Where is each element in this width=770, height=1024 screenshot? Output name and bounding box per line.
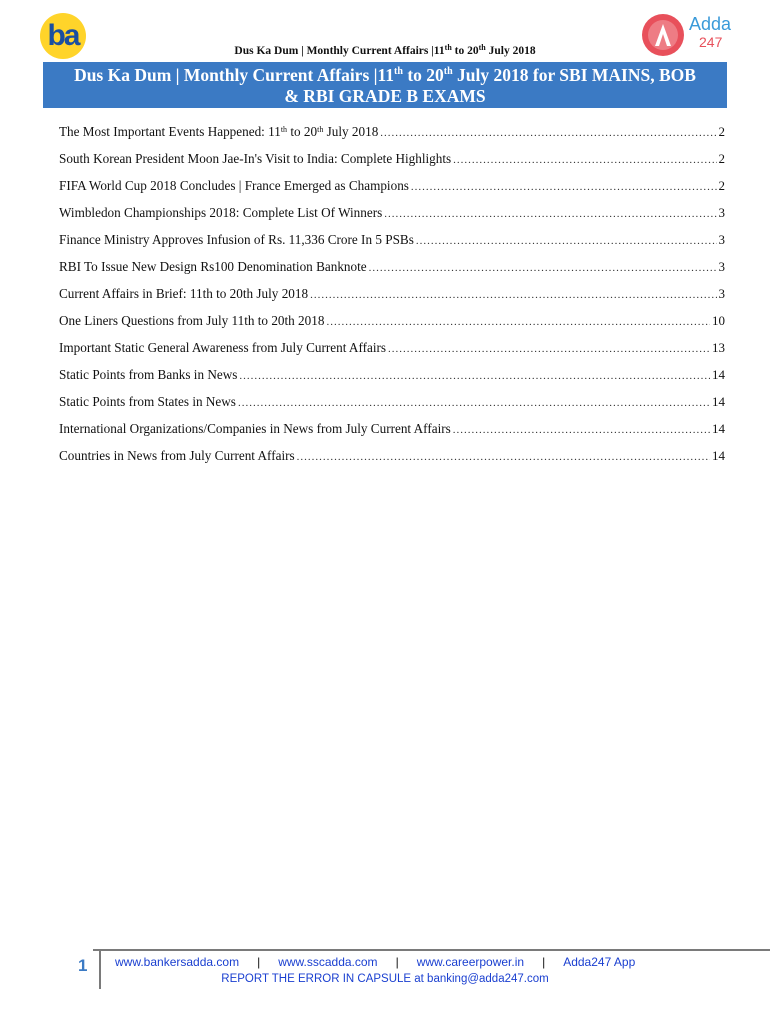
dot-leader — [297, 451, 710, 463]
toc-entry-title: FIFA World Cup 2018 Concludes | France Emerged as Champions — [59, 178, 409, 193]
toc-entry-title: International Organizations/Companies in News from July Current Affairs — [59, 421, 451, 436]
dot-leader — [453, 154, 716, 166]
toc-page-number: 14 — [712, 421, 725, 436]
dot-leader — [369, 262, 717, 274]
link-bankersadda[interactable]: www.bankersadda.com — [115, 955, 240, 969]
dot-leader — [238, 397, 710, 409]
link-separator: | — [542, 955, 546, 969]
toc-page-number: 14 — [712, 448, 725, 463]
toc-page-number: 3 — [718, 259, 725, 274]
link-separator: | — [395, 955, 399, 969]
toc-page-number: 14 — [712, 367, 725, 382]
toc-entry[interactable] — [59, 124, 725, 151]
report-error-notice[interactable]: REPORT THE ERROR IN CAPSULE at banking@adda247.com — [221, 973, 549, 985]
toc-entry[interactable] — [59, 313, 725, 340]
toc-page-number: 2 — [718, 151, 725, 166]
dot-leader — [239, 370, 710, 382]
footer-links — [115, 955, 635, 969]
toc-entry[interactable] — [59, 340, 725, 367]
toc-entry-title: Static Points from States in News — [59, 394, 236, 409]
dot-leader — [326, 316, 710, 328]
table-of-contents — [59, 124, 725, 475]
toc-entry[interactable] — [59, 421, 725, 448]
page-number: 1 — [78, 956, 88, 975]
toc-entry-title: Finance Ministry Approves Infusion of Rs. 11,336 Crore In 5 PSBs — [59, 232, 414, 247]
toc-entry[interactable] — [59, 259, 725, 286]
toc-entry[interactable] — [59, 394, 725, 421]
adda247-logo-word: Adda — [689, 14, 732, 34]
toc-entry-title: Important Static General Awareness from July Current Affairs — [59, 340, 387, 355]
toc-page-number: 3 — [718, 205, 725, 220]
document-title — [43, 62, 727, 108]
toc-entry-title: Countries in News from July Current Affairs — [59, 448, 295, 463]
dot-leader — [416, 235, 717, 247]
footer-divider — [93, 949, 770, 951]
dot-leader — [453, 424, 710, 436]
title-line-2: & RBI GRADE B EXAMS — [284, 86, 486, 106]
running-header: Dus Ka Dum | Monthly Current Affairs |11th to 20th July 2018 — [234, 43, 536, 57]
toc-entry-title: RBI To Issue New Design Rs100 Denomination Banknote — [59, 259, 367, 274]
toc-entry-title: One Liners Questions from July 11th to 20th 2018 — [59, 313, 325, 328]
toc-entry-title: Current Affairs in Brief: 11th to 20th July 2018 — [59, 286, 309, 301]
toc-entry[interactable] — [59, 205, 725, 232]
toc-page-number: 2 — [718, 178, 725, 193]
dot-leader — [411, 181, 717, 193]
toc-page-number: 3 — [718, 286, 725, 301]
title-line-1: Dus Ka Dum | Monthly Current Affairs |11th to 20th July 2018 for SBI MAINS, BOB — [74, 65, 696, 85]
toc-page-number: 10 — [712, 313, 725, 328]
toc-entry-title: Wimbledon Championships 2018: Complete List Of Winners — [59, 205, 383, 220]
toc-entry[interactable] — [59, 151, 725, 178]
toc-entry-title: Static Points from Banks in News — [59, 367, 238, 382]
toc-page-number: 3 — [718, 232, 725, 247]
link-sscadda[interactable]: www.sscadda.com — [278, 955, 378, 969]
toc-entry[interactable] — [59, 232, 725, 259]
toc-entry-title: The Most Important Events Happened: 11th to 20th July 2018 — [59, 124, 379, 139]
toc-page-number: 2 — [718, 124, 725, 139]
link-separator: | — [257, 955, 261, 969]
toc-entry-title: South Korean President Moon Jae-In's Visit to India: Complete Highlights — [59, 151, 452, 166]
bankersadda-logo-text: ba — [47, 19, 79, 52]
adda247-logo-number: 247 — [699, 34, 723, 50]
toc-page-number: 13 — [712, 340, 725, 355]
toc-entry[interactable] — [59, 178, 725, 205]
dot-leader — [380, 127, 716, 139]
toc-entry[interactable] — [59, 367, 725, 394]
dot-leader — [310, 289, 716, 301]
dot-leader — [384, 208, 716, 220]
toc-entry[interactable] — [59, 448, 725, 475]
link-adda247-app[interactable]: Adda247 App — [563, 955, 636, 969]
dot-leader — [388, 343, 710, 355]
toc-entry[interactable] — [59, 286, 725, 313]
link-careerpower[interactable]: www.careerpower.in — [416, 955, 525, 969]
toc-page-number: 14 — [712, 394, 725, 409]
